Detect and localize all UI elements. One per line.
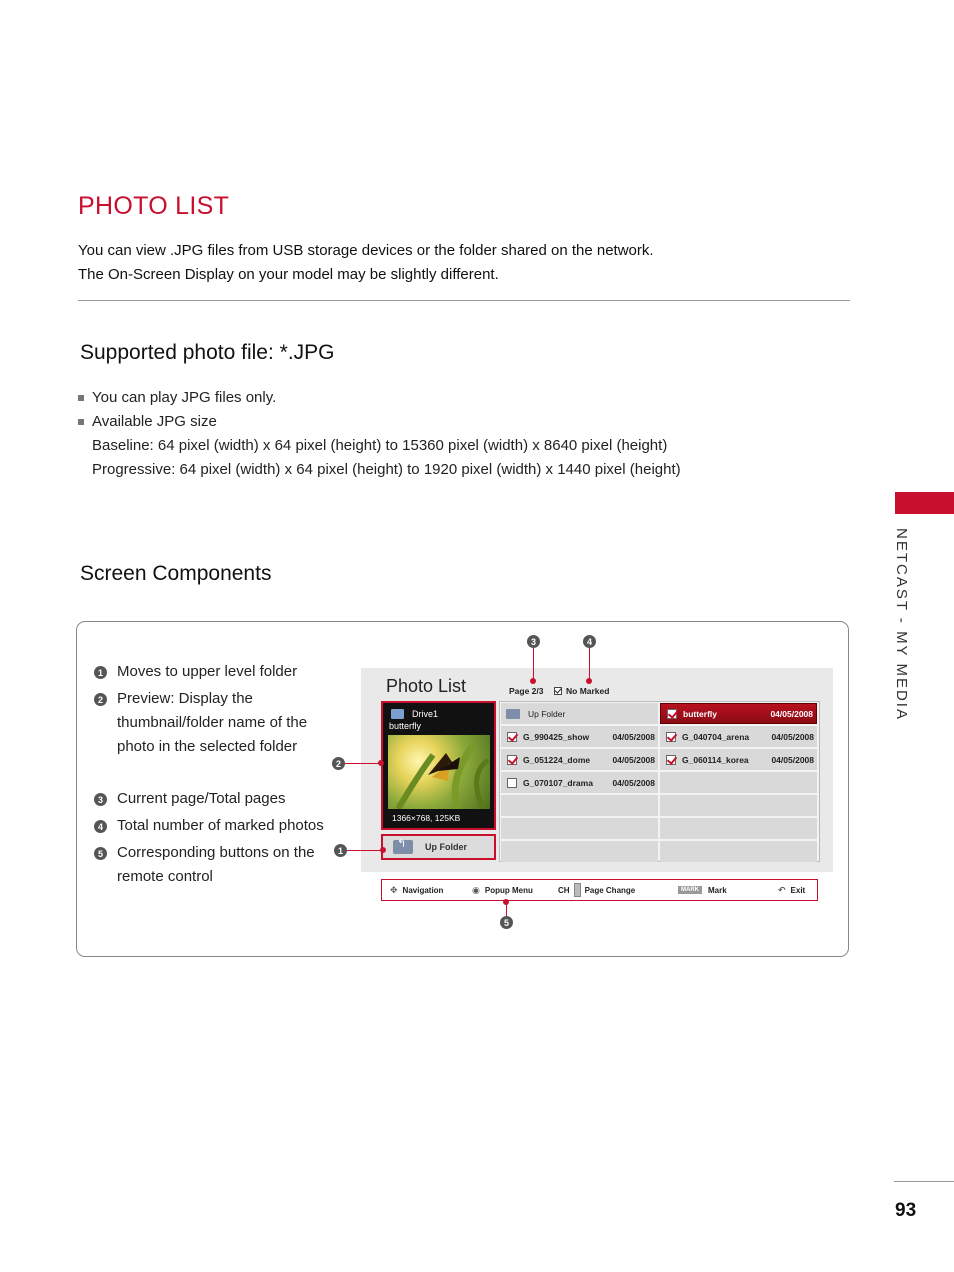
marked-text: No Marked	[566, 686, 610, 696]
callout-dot	[380, 847, 386, 853]
item-name: G_040704_arena	[682, 731, 750, 742]
item-name: G_070107_drama	[523, 777, 593, 788]
help-mark	[678, 886, 727, 895]
page-title: PHOTO LIST	[78, 192, 230, 220]
checkbox-checked-icon	[507, 732, 517, 742]
callout-1: 1	[334, 844, 347, 857]
callout-dot	[378, 760, 384, 766]
preview-info: 1366×768, 125KB	[392, 813, 461, 823]
legend-text: Current page/Total pages	[117, 790, 286, 807]
remote-help-bar	[381, 879, 818, 901]
item-name: butterfly	[683, 708, 717, 719]
help-mark-label: Mark	[708, 885, 727, 895]
grid-item-empty	[660, 818, 817, 839]
legend-number: 4	[94, 820, 107, 833]
item-date: 04/05/2008	[770, 708, 813, 719]
grid-item[interactable]	[501, 772, 658, 793]
progressive-size: Progressive: 64 pixel (width) x 64 pixel (height) to 1920 pixel (width) x 1440 pixel (height)	[92, 461, 681, 478]
legend-number: 5	[94, 847, 107, 860]
callout-4: 4	[583, 635, 596, 648]
screen-title: Photo List	[386, 676, 467, 696]
section-side-label	[893, 528, 917, 728]
bullet-text: Available JPG size	[92, 413, 217, 430]
divider	[78, 300, 850, 301]
checkbox-checked-icon	[666, 755, 676, 765]
preview-drive	[391, 709, 438, 719]
item-date: 04/05/2008	[612, 754, 655, 765]
grid-item-empty	[660, 772, 817, 793]
return-icon: ↶	[778, 884, 786, 895]
intro-line-1: You can view .JPG files from USB storage devices or the folder shared on the network.	[78, 242, 654, 259]
checkbox-unchecked-icon	[507, 778, 517, 788]
help-exit	[778, 885, 805, 896]
bullet-square-icon	[78, 395, 84, 401]
intro-line-2: The On-Screen Display on your model may be slightly different.	[78, 266, 499, 283]
grid-item-empty	[501, 795, 658, 816]
legend-item	[94, 841, 334, 889]
components-heading: Screen Components	[80, 562, 272, 585]
grid-item-selected[interactable]	[660, 703, 817, 724]
legend-item	[94, 787, 285, 811]
photo-grid	[499, 701, 820, 862]
legend-number: 1	[94, 666, 107, 679]
legend-text: Moves to upper level folder	[117, 663, 298, 680]
page-number-rule	[894, 1181, 954, 1182]
checkbox-checked-icon	[507, 755, 517, 765]
callout-dot	[586, 678, 592, 684]
grid-item[interactable]	[501, 749, 658, 770]
callout-dot	[530, 678, 536, 684]
up-folder-label: Up Folder	[425, 842, 467, 852]
grid-item[interactable]	[501, 726, 658, 747]
item-date: 04/05/2008	[771, 754, 814, 765]
ch-rocker-icon	[574, 883, 581, 897]
help-navigation	[390, 885, 443, 896]
drive-icon	[391, 709, 404, 719]
bullet-square-icon	[78, 419, 84, 425]
help-exit-label: Exit	[790, 885, 806, 895]
marked-indicator	[554, 686, 609, 696]
item-name: G_990425_show	[523, 731, 590, 742]
callout-leader	[533, 648, 534, 680]
item-name: Up Folder	[528, 708, 566, 719]
callout-leader	[345, 763, 381, 764]
supported-heading: Supported photo file: *.JPG	[80, 341, 335, 364]
folder-icon	[506, 709, 520, 719]
legend-number: 3	[94, 793, 107, 806]
item-date: 04/05/2008	[612, 731, 655, 742]
grid-item[interactable]	[660, 726, 817, 747]
callout-3: 3	[527, 635, 540, 648]
checkbox-checked-icon	[667, 709, 677, 719]
legend-number: 2	[94, 693, 107, 706]
legend-text: Total number of marked photos	[117, 817, 324, 834]
legend-text: Preview: Display the thumbnail/folder name of the photo in the selected folder	[117, 690, 308, 755]
callout-5: 5	[500, 916, 513, 929]
legend-item	[94, 660, 297, 684]
preview-thumbnail	[388, 735, 490, 809]
help-page-change-label: Page Change	[584, 885, 636, 895]
legend-text: Corresponding buttons on the remote control	[117, 844, 315, 885]
preview-folder-name: butterfly	[389, 721, 422, 731]
grid-item[interactable]	[660, 749, 817, 770]
grid-item-empty	[501, 818, 658, 839]
drive-name: Drive1	[412, 709, 439, 719]
up-folder-icon	[393, 840, 413, 854]
preview-panel	[381, 701, 496, 830]
page-indicator: Page 2/3	[509, 686, 544, 696]
callout-leader	[589, 648, 590, 680]
grid-item-empty	[660, 841, 817, 862]
bullet-item	[78, 389, 276, 406]
item-name: G_051224_dome	[523, 754, 591, 765]
legend-item	[94, 687, 334, 759]
bullet-item	[78, 413, 217, 430]
section-tab-marker	[895, 492, 954, 514]
mark-button-icon: MARK	[678, 886, 702, 894]
help-ch-label: CH	[558, 885, 570, 895]
help-page-change	[558, 883, 635, 897]
ok-button-icon: ◉	[472, 884, 480, 895]
butterfly-thumbnail-image	[388, 735, 490, 809]
callout-2: 2	[332, 757, 345, 770]
grid-item-empty	[501, 841, 658, 862]
help-popup-label: Popup Menu	[484, 885, 533, 895]
side-label-text: NETCAST - MY MEDIA	[893, 528, 910, 721]
checkbox-icon	[554, 687, 562, 695]
item-name: G_060114_korea	[682, 754, 749, 765]
help-popup	[472, 885, 533, 896]
up-folder-button[interactable]	[381, 834, 496, 860]
legend-item	[94, 814, 324, 838]
baseline-size: Baseline: 64 pixel (width) x 64 pixel (height) to 15360 pixel (width) x 8640 pixel (height)	[92, 437, 668, 454]
callout-leader	[506, 904, 507, 916]
item-date: 04/05/2008	[612, 777, 655, 788]
grid-item-empty	[660, 795, 817, 816]
page-number: 93	[895, 1200, 917, 1221]
bullet-text: You can play JPG files only.	[92, 389, 277, 406]
help-navigation-label: Navigation	[402, 885, 444, 895]
navigation-arrows-icon: ✥	[390, 884, 398, 895]
checkbox-checked-icon	[666, 732, 676, 742]
item-date: 04/05/2008	[771, 731, 814, 742]
grid-item-up-folder[interactable]	[501, 703, 658, 724]
callout-leader	[347, 850, 383, 851]
